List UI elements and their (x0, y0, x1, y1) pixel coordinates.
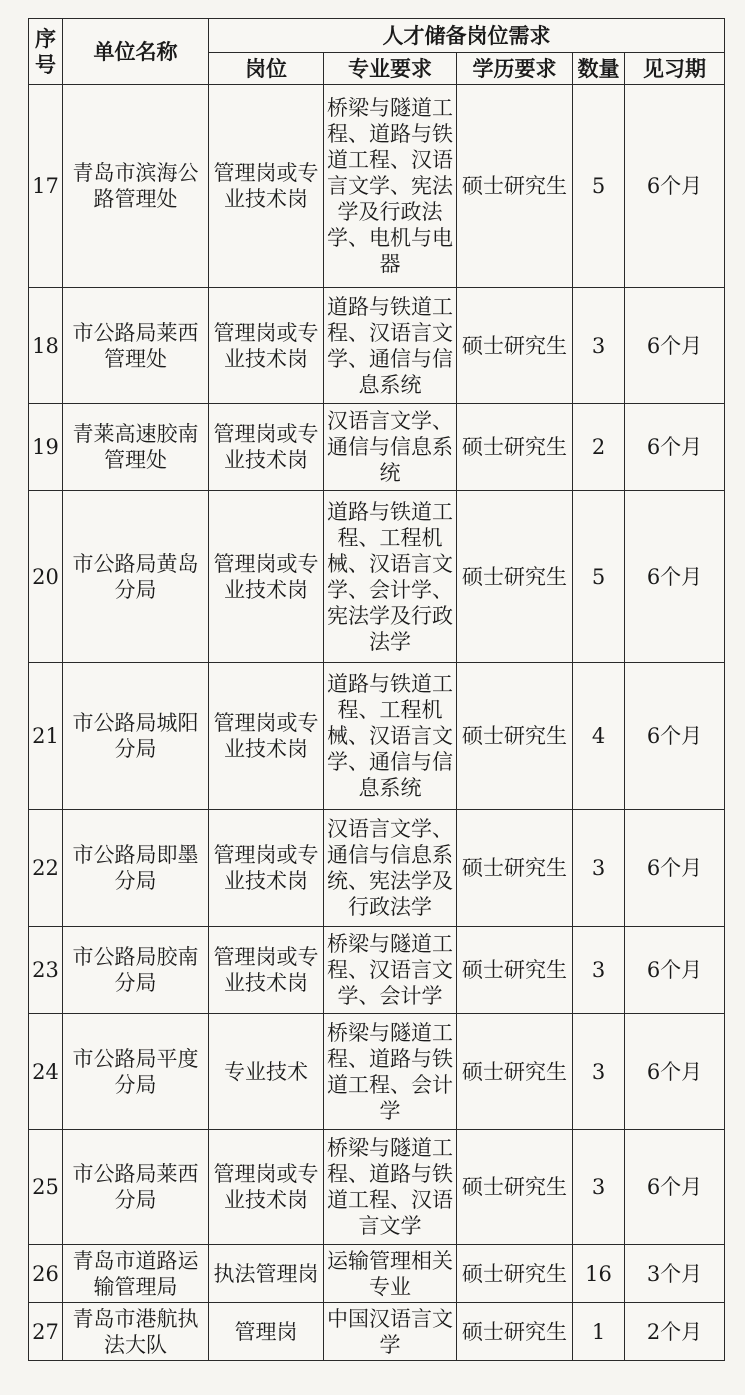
cell-probation: 6个月 (625, 288, 725, 404)
cell-quantity: 2 (573, 404, 625, 491)
talent-reserve-table (28, 18, 725, 1361)
cell-seq: 17 (29, 85, 63, 288)
header-major: 专业要求 (324, 53, 457, 85)
cell-post: 专业技术 (209, 1014, 324, 1130)
cell-seq: 26 (29, 1245, 63, 1303)
cell-post: 执法管理岗 (209, 1245, 324, 1303)
cell-unit: 市公路局莱西管理处 (63, 288, 209, 404)
cell-unit: 市公路局即墨分局 (63, 810, 209, 927)
cell-education: 硕士研究生 (457, 1303, 573, 1361)
cell-unit: 市公路局城阳分局 (63, 663, 209, 810)
cell-unit: 青岛市滨海公路管理处 (63, 85, 209, 288)
cell-probation: 6个月 (625, 1014, 725, 1130)
cell-unit: 市公路局莱西分局 (63, 1130, 209, 1245)
cell-quantity: 5 (573, 85, 625, 288)
cell-probation: 6个月 (625, 404, 725, 491)
cell-major: 桥梁与隧道工程、汉语言文学、会计学 (324, 927, 457, 1014)
cell-seq: 19 (29, 404, 63, 491)
cell-post: 管理岗 (209, 1303, 324, 1361)
cell-major: 桥梁与隧道工程、道路与铁道工程、汉语言文学、宪法学及行政法学、电机与电器 (324, 85, 457, 288)
cell-unit: 青岛市道路运输管理局 (63, 1245, 209, 1303)
cell-quantity: 4 (573, 663, 625, 810)
table-row (29, 1303, 725, 1361)
table-row (29, 663, 725, 810)
cell-education: 硕士研究生 (457, 1014, 573, 1130)
cell-major: 道路与铁道工程、工程机械、汉语言文学、会计学、宪法学及行政法学 (324, 491, 457, 663)
cell-quantity: 3 (573, 927, 625, 1014)
cell-post: 管理岗或专业技术岗 (209, 810, 324, 927)
table-row (29, 85, 725, 288)
table-row (29, 1245, 725, 1303)
cell-seq: 18 (29, 288, 63, 404)
cell-education: 硕士研究生 (457, 663, 573, 810)
cell-quantity: 16 (573, 1245, 625, 1303)
cell-seq: 23 (29, 927, 63, 1014)
table-row (29, 404, 725, 491)
cell-major: 道路与铁道工程、汉语言文学、通信与信息系统 (324, 288, 457, 404)
cell-education: 硕士研究生 (457, 85, 573, 288)
cell-seq: 21 (29, 663, 63, 810)
cell-quantity: 1 (573, 1303, 625, 1361)
cell-seq: 24 (29, 1014, 63, 1130)
cell-quantity: 3 (573, 1130, 625, 1245)
header-probation: 见习期 (625, 53, 725, 85)
header-seq: 序号 (29, 19, 63, 85)
cell-post: 管理岗或专业技术岗 (209, 288, 324, 404)
cell-major: 道路与铁道工程、工程机械、汉语言文学、通信与信息系统 (324, 663, 457, 810)
header-education: 学历要求 (457, 53, 573, 85)
cell-education: 硕士研究生 (457, 927, 573, 1014)
table-row (29, 927, 725, 1014)
cell-quantity: 3 (573, 1014, 625, 1130)
cell-quantity: 3 (573, 288, 625, 404)
cell-post: 管理岗或专业技术岗 (209, 1130, 324, 1245)
cell-quantity: 5 (573, 491, 625, 663)
cell-major: 桥梁与隧道工程、道路与铁道工程、会计学 (324, 1014, 457, 1130)
cell-probation: 2个月 (625, 1303, 725, 1361)
cell-major: 汉语言文学、通信与信息系统、宪法学及行政法学 (324, 810, 457, 927)
table-row (29, 810, 725, 927)
cell-probation: 6个月 (625, 663, 725, 810)
cell-unit: 市公路局平度分局 (63, 1014, 209, 1130)
cell-major: 汉语言文学、通信与信息系统 (324, 404, 457, 491)
cell-post: 管理岗或专业技术岗 (209, 927, 324, 1014)
table-row (29, 1130, 725, 1245)
cell-major: 运输管理相关专业 (324, 1245, 457, 1303)
cell-unit: 青莱高速胶南管理处 (63, 404, 209, 491)
header-unit: 单位名称 (63, 19, 209, 85)
cell-probation: 3个月 (625, 1245, 725, 1303)
cell-education: 硕士研究生 (457, 1130, 573, 1245)
cell-unit: 市公路局胶南分局 (63, 927, 209, 1014)
cell-quantity: 3 (573, 810, 625, 927)
cell-post: 管理岗或专业技术岗 (209, 491, 324, 663)
cell-education: 硕士研究生 (457, 288, 573, 404)
header-group: 人才储备岗位需求 (209, 19, 725, 53)
header-quantity: 数量 (573, 53, 625, 85)
cell-probation: 6个月 (625, 491, 725, 663)
cell-probation: 6个月 (625, 85, 725, 288)
cell-post: 管理岗或专业技术岗 (209, 85, 324, 288)
cell-major: 桥梁与隧道工程、道路与铁道工程、汉语言文学 (324, 1130, 457, 1245)
cell-post: 管理岗或专业技术岗 (209, 663, 324, 810)
table-row (29, 1014, 725, 1130)
cell-post: 管理岗或专业技术岗 (209, 404, 324, 491)
cell-unit: 青岛市港航执法大队 (63, 1303, 209, 1361)
cell-seq: 22 (29, 810, 63, 927)
header-post: 岗位 (209, 53, 324, 85)
cell-major: 中国汉语言文学 (324, 1303, 457, 1361)
table-row (29, 288, 725, 404)
cell-seq: 20 (29, 491, 63, 663)
cell-education: 硕士研究生 (457, 491, 573, 663)
cell-education: 硕士研究生 (457, 810, 573, 927)
header-row-top (29, 19, 725, 53)
table-row (29, 491, 725, 663)
cell-probation: 6个月 (625, 810, 725, 927)
cell-education: 硕士研究生 (457, 404, 573, 491)
cell-probation: 6个月 (625, 927, 725, 1014)
cell-unit: 市公路局黄岛分局 (63, 491, 209, 663)
cell-education: 硕士研究生 (457, 1245, 573, 1303)
cell-seq: 25 (29, 1130, 63, 1245)
cell-probation: 6个月 (625, 1130, 725, 1245)
cell-seq: 27 (29, 1303, 63, 1361)
